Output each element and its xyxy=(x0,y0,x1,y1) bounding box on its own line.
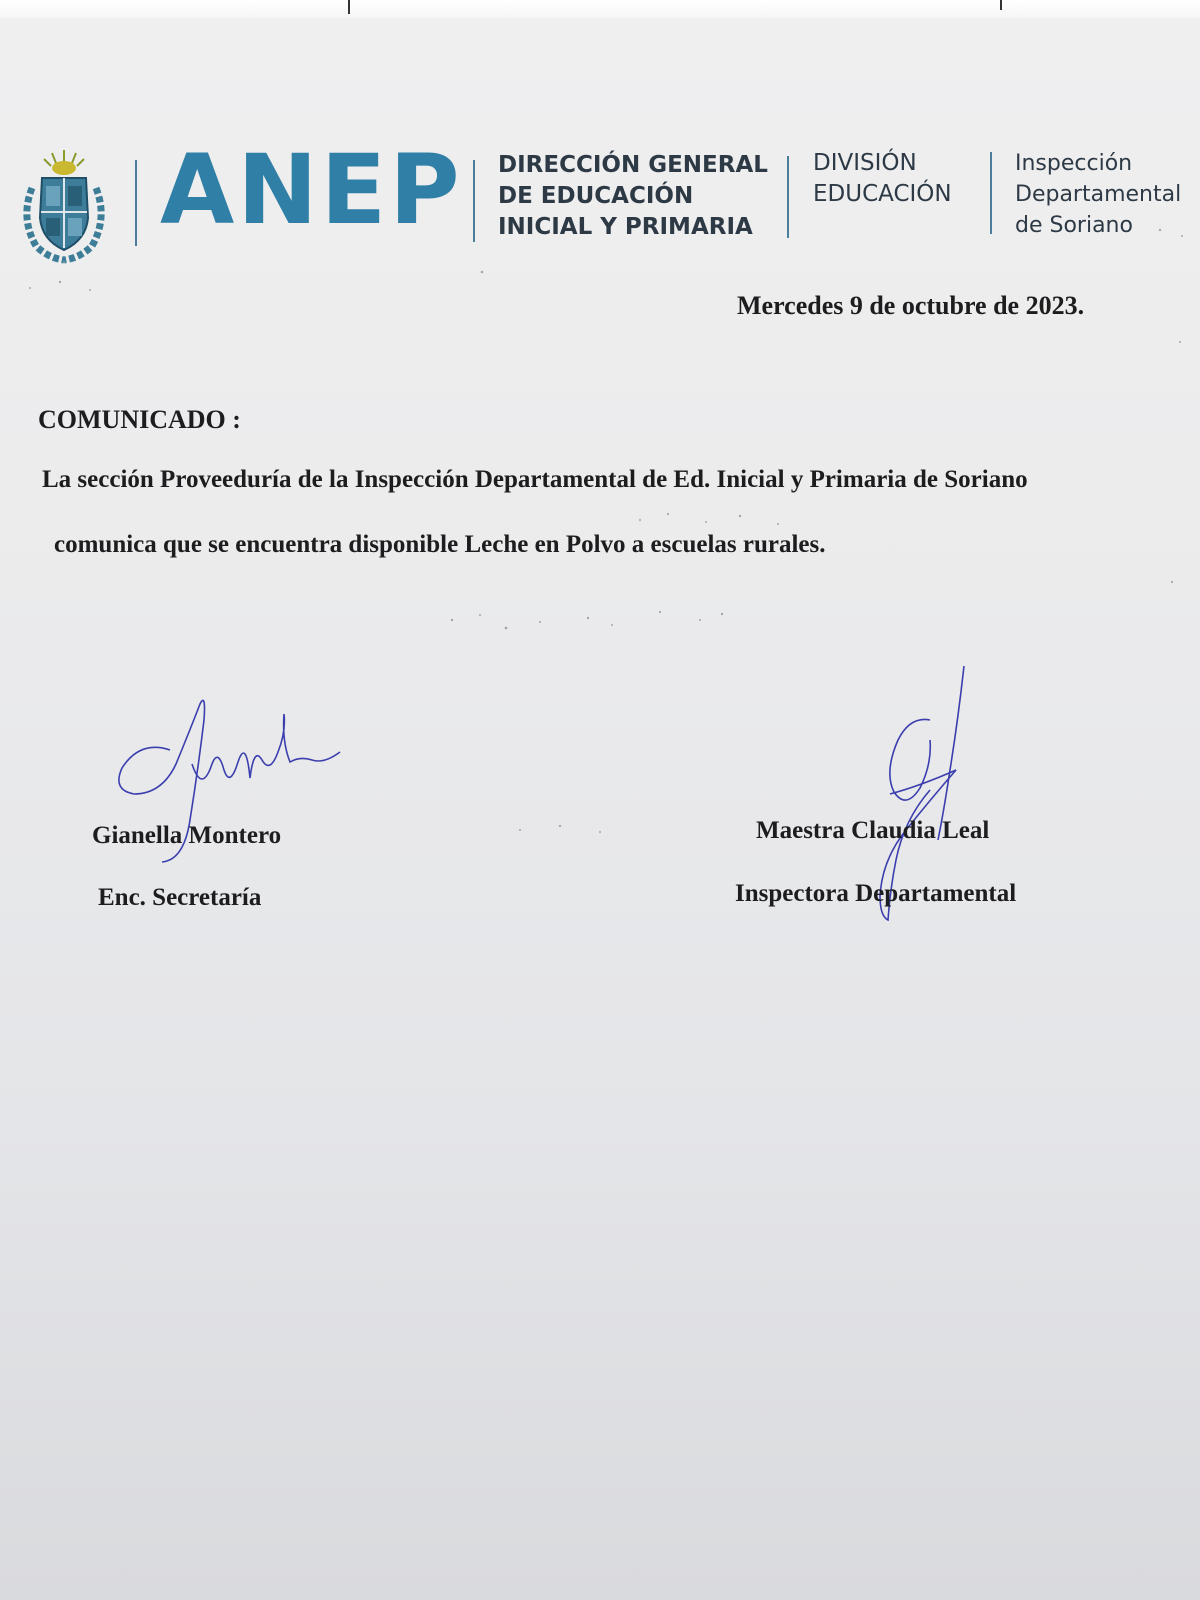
inspection-line: de Soriano xyxy=(1015,213,1133,238)
anep-logo: ANEP xyxy=(160,134,463,246)
inspection-line: Inspección xyxy=(1015,151,1133,176)
dgeip-line: DIRECCIÓN GENERAL xyxy=(498,152,768,178)
signatory-name: Gianella Montero xyxy=(92,822,282,849)
letter-date: Mercedes 9 de octubre de 2023. xyxy=(737,291,1085,320)
letter-title: COMUNICADO : xyxy=(38,405,241,434)
dgeip-line: INICIAL Y PRIMARIA xyxy=(498,214,753,240)
division-line: EDUCACIÓN xyxy=(813,181,952,207)
signatory-role: Enc. Secretaría xyxy=(98,884,262,911)
signatory-name: Maestra Claudia Leal xyxy=(756,817,990,844)
letter-body-line: comunica que se encuentra disponible Leche en Polvo a escuelas rurales. xyxy=(54,531,826,558)
inspection-line: Departamental xyxy=(1015,182,1182,207)
letter-body-line: La sección Proveeduría de la Inspección Departamental de Ed. Inicial y Primaria de Soriano xyxy=(42,466,1028,493)
signatory-role: Inspectora Departamental xyxy=(735,880,1017,907)
dgeip-line: DE EDUCACIÓN xyxy=(498,183,694,209)
division-line: DIVISIÓN xyxy=(813,150,917,176)
